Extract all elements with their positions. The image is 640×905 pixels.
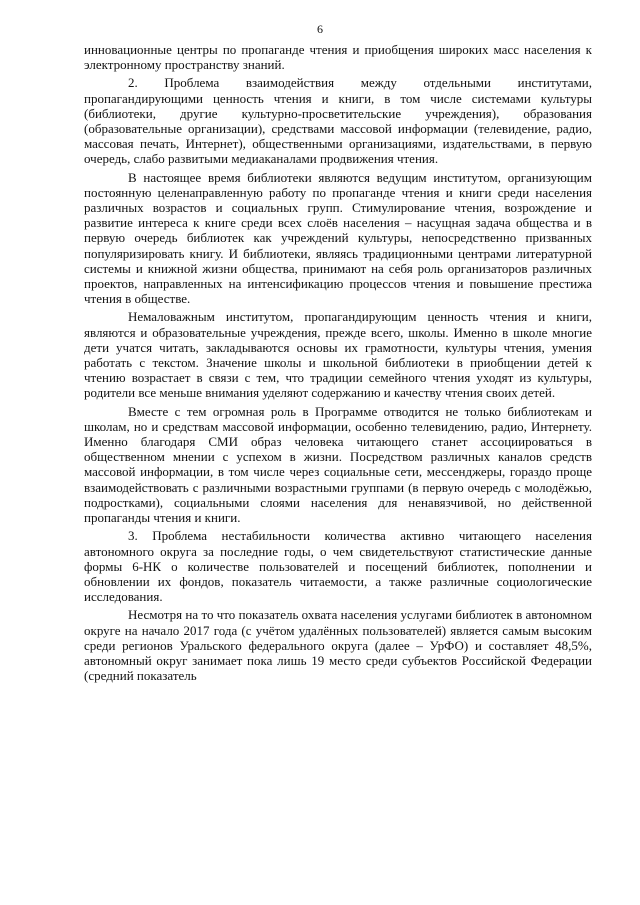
paragraph-problem-3: 3. Проблема нестабильности количества активно читающего населения автономного округа за последние годы, о чем свидетельствуют статистические данные формы 6-НК о количестве пользователей и посещений библиотек, пополнении и обновлении их фондов, показатель читаемости, а также различные социологические исследования. (84, 528, 592, 605)
paragraph-continuation: инновационные центры по пропаганде чтения и приобщения широких масс населения к электронному пространству знаний. (84, 42, 592, 73)
paragraph-coverage: Несмотря на то что показатель охвата населения услугами библиотек в автономном округе на начало 2017 года (с учётом удалённых пользователей) является самым высоким среди регионов Уральского федерального округа (далее – УрФО) и составляет 48,5%, автономный округ занимает пока лишь 19 место среди субъектов Российской Федерации (средний показатель (84, 607, 592, 684)
page-number: 6 (317, 22, 323, 36)
paragraph-problem-2: 2. Проблема взаимодействия между отдельными институтами, пропагандирующими ценность чтения и книги, в том числе системами культуры (библиотеки, другие культурно-просветительские учреждения), образования (образовательные организации), средствами массовой информации (телевидение, радио, массовая печать, Интернет), общественными организациями, издательствами, в первую очередь, слабо развитыми медиаканалами продвижения чтения. (84, 75, 592, 167)
paragraph-schools: Немаловажным институтом, пропагандирующим ценность чтения и книги, являются и образовательные учреждения, прежде всего, школы. Именно в школе многие дети учатся читать, закладываются основы их грамотности, культуры чтения, умения работать с текстом. Значение школы и школьной библиотеки в приобщении детей к чтению возрастает в связи с тем, что традиции семейного чтения уходят из культуры, родители все меньше внимания уделяют содержанию и качеству чтения своих детей. (84, 309, 592, 401)
paragraph-libraries: В настоящее время библиотеки являются ведущим институтом, организующим постоянную целенаправленную работу по пропаганде чтения и книги среди населения различных возрастов и социальных групп. Стимулирование чтения, возрождение и развитие интереса к книге среди всех слоёв населения – насущная задача общества и в первую очередь библиотек как учреждений культуры, непосредственно призванных популяризировать книгу. И библиотеки, являясь традиционными центрами литературной системы и книжной жизни общества, принимают на себя роль организаторов различных проектов, направленных на интенсификацию процессов чтения и повышение престижа чтения в обществе. (84, 169, 592, 307)
document-body (84, 42, 592, 686)
paragraph-mass-media: Вместе с тем огромная роль в Программе отводится не только библиотекам и школам, но и средствам массовой информации, особенно телевидению, радио, Интернету. Именно благодаря СМИ образ человека читающего станет ассоциироваться в общественном мнении с успехом в жизни. Посредством различных каналов средств массовой информации, в том числе через социальные сети, мессенджеры, гораздо проще взаимодействовать с различными возрастными группами (в первую очередь с молодёжью, подростками), социальными слоями населения для ненавязчивой, но действенной пропаганды чтения и книги. (84, 403, 592, 526)
